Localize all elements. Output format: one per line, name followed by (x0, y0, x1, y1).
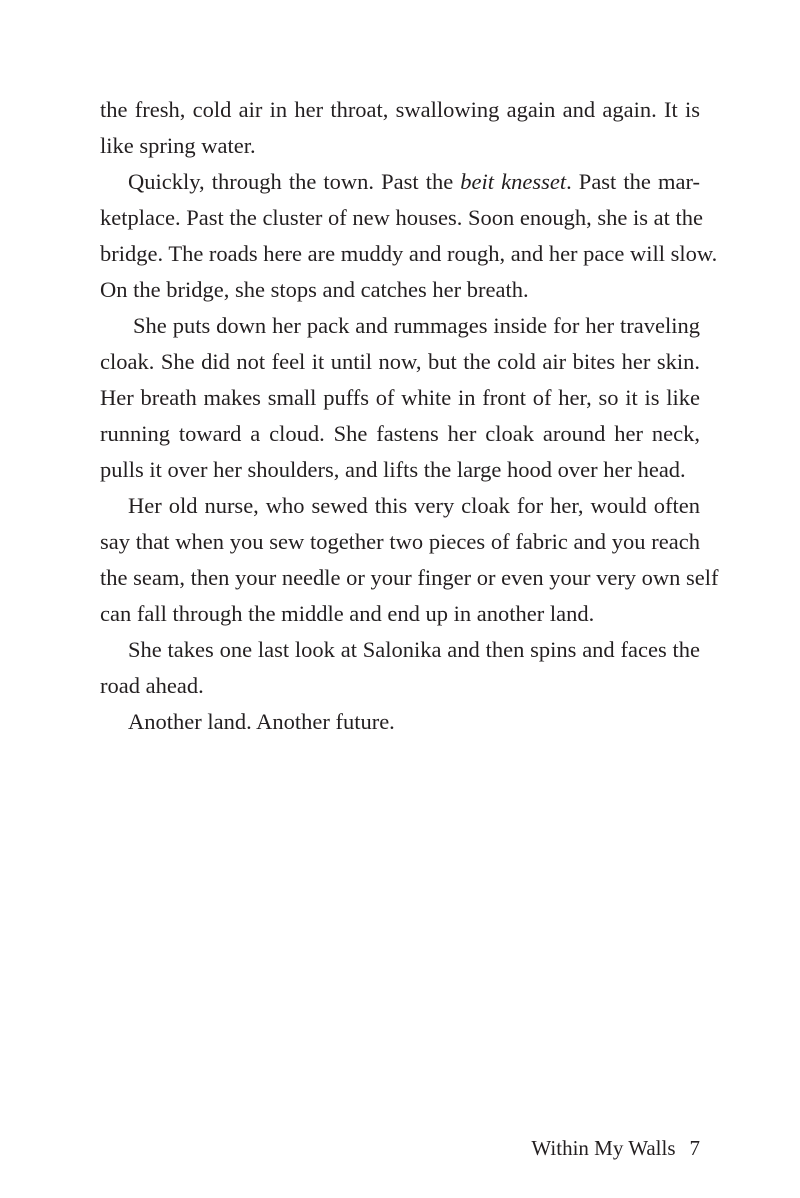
text-line (100, 164, 700, 200)
text-line: pulls it over her shoulders, and lifts the large hood over her head. (100, 457, 686, 482)
text-run: . Past the mar- (566, 169, 700, 194)
text-line: Her old nurse, who sewed this very cloak for her, would often (128, 493, 700, 518)
text-line: running toward a cloud. She fastens her cloak around her neck, (100, 421, 700, 446)
page-footer (531, 1133, 700, 1163)
text-line: On the bridge, she stops and catches her breath. (100, 277, 529, 302)
page-number: 7 (689, 1136, 700, 1160)
page-body (100, 92, 719, 740)
text-line: the fresh, cold air in her throat, swallowing again and again. It is (100, 97, 700, 122)
text-line: say that when you sew together two pieces of fabric and you reach (100, 529, 700, 554)
text-line: cloak. She did not feel it until now, but the cold air bites her skin. (100, 349, 700, 374)
text-line: She takes one last look at Salonika and then spins and faces the (128, 637, 700, 662)
italic-term: beit knesset (460, 169, 567, 194)
text-line: She puts down her pack and rummages inside for her traveling (133, 313, 700, 338)
text-line: ketplace. Past the cluster of new houses. Soon enough, she is at the (100, 205, 703, 230)
text-line: like spring water. (100, 133, 256, 158)
text-line: can fall through the middle and end up in another land. (100, 601, 595, 626)
text-line: Her breath makes small puffs of white in front of her, so it is like (100, 385, 700, 410)
text-line: bridge. The roads here are muddy and rough, and her pace will slow. (100, 241, 718, 266)
text-line: road ahead. (100, 673, 204, 698)
running-title: Within My Walls (531, 1136, 676, 1160)
text-line: Another land. Another future. (128, 709, 395, 734)
text-line: the seam, then your needle or your finger or even your very own self (100, 565, 719, 590)
text-run: Quickly, through the town. Past the (128, 169, 461, 194)
